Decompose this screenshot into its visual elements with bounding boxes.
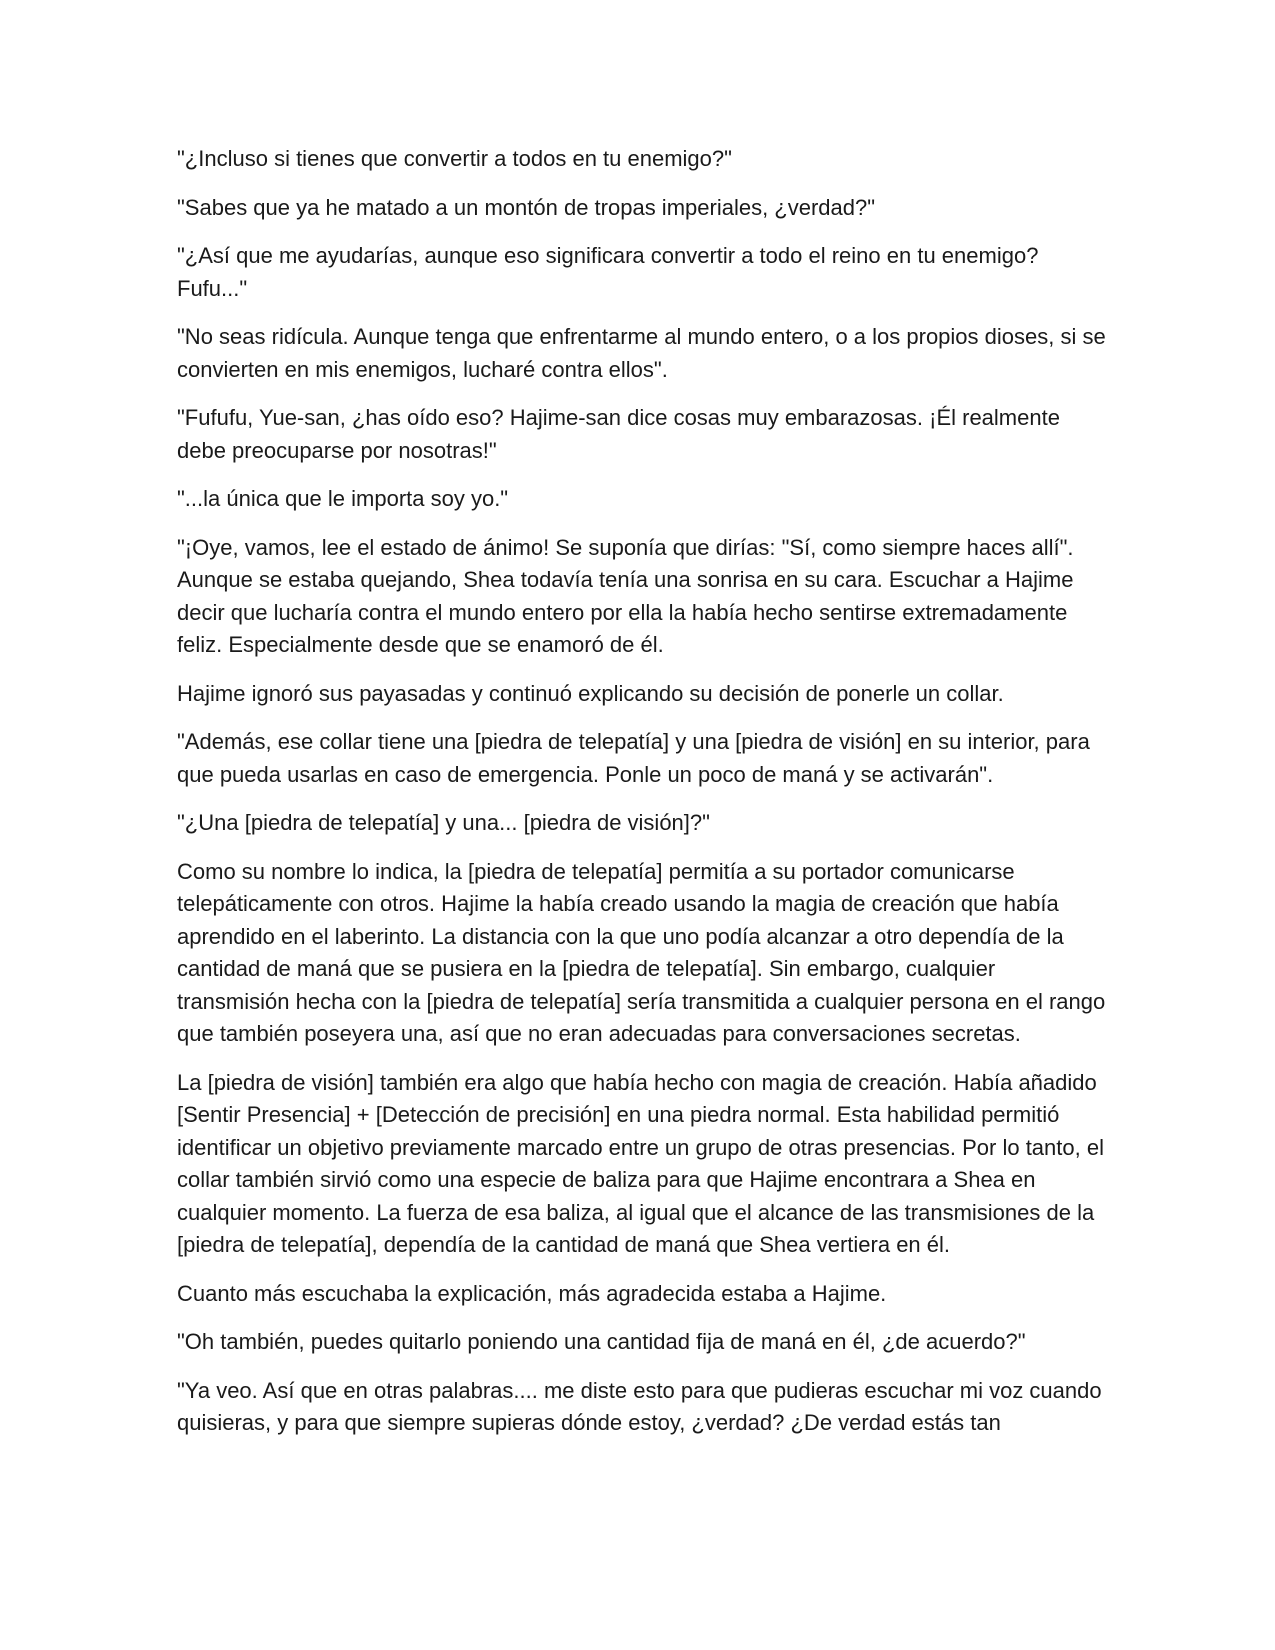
paragraph-13: Cuanto más escuchaba la explicación, más agradecida estaba a Hajime.	[177, 1280, 887, 1306]
paragraph-11: Como su nombre lo indica, la [piedra de telepatía] permitía a su portador comunicarse telepáticamente con otros. Hajime la había creado usando la magia de creación que había aprendido en el laberinto. La distancia con la que uno podía alcanzar a otro dependía de la cantidad de maná que se pusiera en la [piedra de telepatía]. Sin embargo, cualquier transmisión hecha con la [piedra de telepatía] sería transmitida a cualquier persona en el rango que también poseyera una, así que no eran adecuadas para conversaciones secretas.	[177, 858, 1106, 1046]
paragraph-7: "¡Oye, vamos, lee el estado de ánimo! Se suponía que dirías: "Sí, como siempre haces allí". Aunque se estaba quejando, Shea todavía tenía una sonrisa en su cara. Escuchar a Hajime decir que lucharía contra el mundo entero por ella la había hecho sentirse extremadamente feliz. Especialmente desde que se enamoró de él.	[177, 534, 1074, 657]
paragraph-4: "No seas ridícula. Aunque tenga que enfrentarme al mundo entero, o a los propios dioses, si se convierten en mis enemigos, lucharé contra ellos".	[177, 324, 1106, 382]
paragraph-1: "¿Incluso si tienes que convertir a todos en tu enemigo?"	[177, 146, 732, 171]
paragraph-3: "¿Así que me ayudarías, aunque eso significara convertir a todo el reino en tu enemigo? Fufu..."	[177, 243, 1039, 301]
paragraph-2: "Sabes que ya he matado a un montón de tropas imperiales, ¿verdad?"	[177, 194, 876, 220]
paragraph-10: "¿Una [piedra de telepatía] y una... [piedra de visión]?"	[177, 810, 710, 835]
paragraph-5: "Fufufu, Yue-san, ¿has oído eso? Hajime-san dice cosas muy embarazosas. ¡Él realmente debe preocuparse por nosotras!"	[177, 405, 1060, 463]
paragraph-6: "...la única que le importa soy yo."	[177, 486, 509, 511]
body-text	[177, 143, 1107, 1456]
paragraph-8: Hajime ignoró sus payasadas y continuó explicando su decisión de ponerle un collar.	[177, 680, 1004, 706]
paragraph-14: "Oh también, puedes quitarlo poniendo una cantidad fija de maná en él, ¿de acuerdo?"	[177, 1329, 1026, 1354]
paragraph-12: La [piedra de visión] también era algo que había hecho con magia de creación. Había añadido [Sentir Presencia] + [Detección de precisión] en una piedra normal. Esta habilidad permitió identificar un objetivo previamente marcado entre un grupo de otras presencias. Por lo tanto, el collar también sirvió como una especie de baliza para que Hajime encontrara a Shea en cualquier momento. La fuerza de esa baliza, al igual que el alcance de las transmisiones de la [piedra de telepatía], dependía de la cantidad de maná que Shea vertiera en él.	[177, 1069, 1104, 1257]
paragraph-15: "Ya veo. Así que en otras palabras.... me diste esto para que pudieras escuchar mi voz cuando quisieras, y para que siempre supieras dónde estoy, ¿verdad? ¿De verdad estás tan	[177, 1377, 1102, 1435]
paragraph-9: "Además, ese collar tiene una [piedra de telepatía] y una [piedra de visión] en su interior, para que pueda usarlas en caso de emergencia. Ponle un poco de maná y se activarán".	[177, 729, 1090, 787]
